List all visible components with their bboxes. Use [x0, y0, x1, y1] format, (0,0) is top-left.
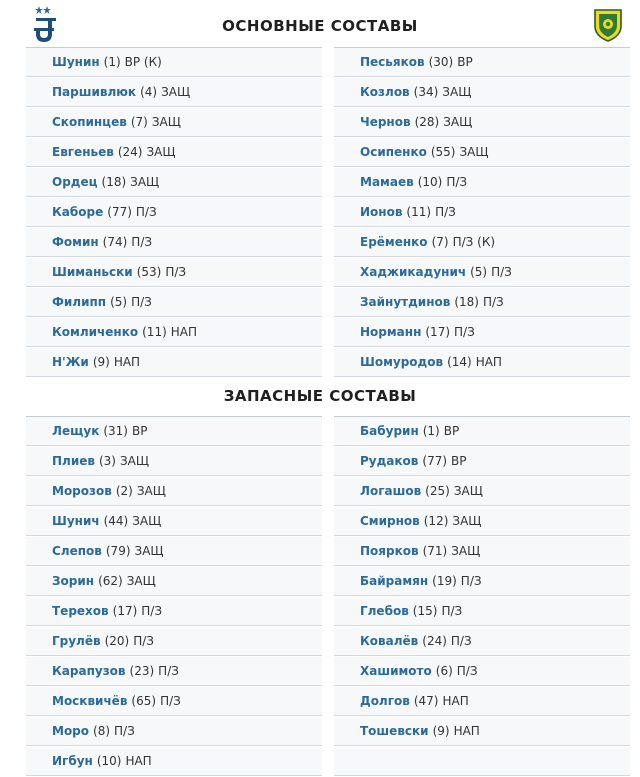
player-number: (3) — [98, 454, 116, 468]
player-number: (25) — [425, 484, 450, 498]
player-position: П/З — [165, 265, 187, 279]
player-name[interactable]: Долгов — [360, 694, 410, 708]
player-number: (11) — [406, 205, 432, 219]
player-position: ЗАЩ — [119, 454, 150, 468]
player-row — [26, 597, 322, 626]
player-row — [26, 567, 322, 596]
player-number: (2) — [115, 484, 133, 498]
player-number: (44) — [103, 514, 129, 528]
player-position: НАП — [125, 754, 152, 768]
player-name[interactable]: Паршивлюк — [52, 85, 137, 99]
empty-row — [334, 747, 630, 776]
player-position: ВР — [451, 454, 467, 468]
player-name[interactable]: Ковалёв — [360, 634, 419, 648]
player-number: (77) — [422, 454, 448, 468]
player-name[interactable]: Шунич — [52, 514, 100, 528]
player-row — [26, 318, 322, 347]
player-row — [26, 717, 322, 746]
player-position: П/З — [450, 634, 472, 648]
player-row — [334, 627, 630, 656]
player-position: П/З — [114, 724, 135, 738]
player-name[interactable]: Ионов — [360, 205, 403, 219]
player-number: (24) — [422, 634, 447, 648]
player-name[interactable]: Москвичёв — [52, 694, 128, 708]
player-row — [334, 138, 630, 167]
player-name[interactable]: Фомин — [52, 235, 99, 249]
player-row — [334, 447, 630, 476]
player-row — [334, 417, 630, 446]
player-name[interactable]: Карапузов — [52, 664, 126, 678]
player-number: (30) — [428, 55, 454, 69]
player-number: (23) — [129, 664, 155, 678]
player-row — [334, 258, 630, 287]
player-position: П/З — [441, 604, 463, 618]
player-number: (15) — [412, 604, 438, 618]
player-name[interactable]: Норманн — [360, 325, 422, 339]
player-row — [334, 687, 630, 716]
player-number: (18) — [101, 175, 127, 189]
player-position: ЗАЩ — [459, 145, 489, 159]
player-name[interactable]: Филипп — [52, 295, 107, 309]
player-row — [334, 657, 630, 686]
player-number: (5) — [110, 295, 128, 309]
player-row — [334, 108, 630, 137]
player-row — [26, 228, 322, 257]
player-name[interactable]: Каборе — [52, 205, 104, 219]
player-position: ЗАЩ — [151, 115, 181, 129]
player-name[interactable]: Рудаков — [360, 454, 419, 468]
player-number: (74) — [102, 235, 128, 249]
player-row — [26, 447, 322, 476]
player-row — [334, 537, 630, 566]
player-position: ЗАЩ — [161, 85, 191, 99]
player-name[interactable]: Ордец — [52, 175, 98, 189]
player-position: П/З — [482, 295, 504, 309]
player-name[interactable]: Осипенко — [360, 145, 427, 159]
player-position: П/З — [158, 664, 179, 678]
player-row — [26, 747, 322, 776]
player-row — [26, 78, 322, 107]
player-number: (77) — [107, 205, 132, 219]
player-position: П/З — [141, 604, 163, 618]
player-number: (47) — [413, 694, 439, 708]
player-position: ЗАЩ — [126, 574, 156, 588]
player-number: (31) — [103, 424, 128, 438]
player-position: П/З — [460, 574, 482, 588]
player-number: (5) — [470, 265, 488, 279]
player-name[interactable]: Н'Жи — [52, 355, 89, 369]
player-name[interactable]: Шиманьски — [52, 265, 133, 279]
player-name[interactable]: Терехов — [52, 604, 109, 618]
player-number: (1) — [103, 55, 121, 69]
player-position: П/З — [456, 664, 478, 678]
player-number: (8) — [93, 724, 111, 738]
player-name[interactable]: Ерёменко — [360, 235, 428, 249]
player-row — [26, 258, 322, 287]
player-position: П/З — [446, 175, 468, 189]
player-name[interactable]: Слепов — [52, 544, 102, 558]
player-name[interactable]: Игбун — [52, 754, 93, 768]
player-number: (24) — [117, 145, 143, 159]
player-name[interactable]: Мамаев — [360, 175, 414, 189]
player-row — [26, 288, 322, 317]
player-position: П/З — [160, 694, 181, 708]
starting-home-list — [26, 47, 322, 378]
player-position: П/З (К) — [452, 235, 496, 249]
player-position: ЗАЩ — [134, 544, 164, 558]
player-row — [334, 288, 630, 317]
player-number: (14) — [447, 355, 472, 369]
player-position: П/З — [131, 295, 152, 309]
player-position: НАП — [453, 724, 480, 738]
player-row — [334, 168, 630, 197]
player-row — [26, 348, 322, 377]
player-position: НАП — [475, 355, 502, 369]
player-name[interactable]: Грулёв — [52, 634, 101, 648]
player-number: (34) — [413, 85, 439, 99]
rostov-logo-icon — [592, 8, 624, 42]
player-position: ЗАЩ — [452, 514, 482, 528]
player-position: НАП — [170, 325, 198, 339]
player-position: ЗАЩ — [453, 484, 483, 498]
player-name[interactable]: Глебов — [360, 604, 409, 618]
player-row — [334, 48, 630, 77]
player-name[interactable]: Морозов — [52, 484, 112, 498]
player-position: ВР — [457, 55, 473, 69]
player-row — [334, 348, 630, 377]
player-name[interactable]: Зайнутдинов — [360, 295, 451, 309]
starting-lineups-title: ОСНОВНЫЕ СОСТАВЫ — [222, 17, 418, 35]
player-row — [26, 417, 322, 446]
substitutes-home-list — [26, 416, 322, 777]
player-position: ВР — [131, 424, 148, 438]
player-position: П/З — [135, 205, 157, 219]
starting-away-list — [334, 47, 630, 378]
player-position: П/З — [454, 325, 475, 339]
player-number: (28) — [414, 115, 440, 129]
player-number: (6) — [435, 664, 453, 678]
player-position: П/З — [435, 205, 456, 219]
player-position: НАП — [442, 694, 469, 708]
player-number: (4) — [140, 85, 158, 99]
player-name[interactable]: Козлов — [360, 85, 410, 99]
player-row — [26, 507, 322, 536]
player-row — [334, 507, 630, 536]
player-position: ЗАЩ — [136, 484, 166, 498]
player-number: (9) — [92, 355, 110, 369]
player-row — [26, 627, 322, 656]
player-name[interactable]: Байрамян — [360, 574, 429, 588]
player-number: (11) — [142, 325, 167, 339]
player-number: (1) — [422, 424, 440, 438]
player-row — [26, 477, 322, 506]
player-number: (9) — [432, 724, 450, 738]
player-row — [26, 687, 322, 716]
player-name[interactable]: Лещук — [52, 424, 100, 438]
player-position: ЗАЩ — [146, 145, 176, 159]
player-number: (65) — [131, 694, 157, 708]
player-number: (17) — [112, 604, 138, 618]
player-number: (55) — [430, 145, 456, 159]
player-position: ЗАЩ — [451, 544, 481, 558]
player-row — [26, 168, 322, 197]
player-number: (19) — [432, 574, 457, 588]
player-name[interactable]: Зорин — [52, 574, 95, 588]
player-name[interactable]: Хаджикадунич — [360, 265, 467, 279]
player-row — [334, 477, 630, 506]
player-number: (79) — [105, 544, 131, 558]
player-name[interactable]: Песьяков — [360, 55, 425, 69]
player-name[interactable]: Евгеньев — [52, 145, 114, 159]
player-number: (7) — [130, 115, 148, 129]
player-name[interactable]: Шунин — [52, 55, 100, 69]
player-position: ЗАЩ — [132, 514, 162, 528]
player-name[interactable]: Бабурин — [360, 424, 419, 438]
player-row — [334, 318, 630, 347]
substitutes-title: ЗАПАСНЫЕ СОСТАВЫ — [223, 387, 417, 405]
player-number: (62) — [98, 574, 123, 588]
player-row — [334, 567, 630, 596]
player-number: (53) — [136, 265, 162, 279]
player-number: (7) — [431, 235, 449, 249]
player-row — [26, 108, 322, 137]
player-name[interactable]: Скопинцев — [52, 115, 127, 129]
player-number: (17) — [425, 325, 451, 339]
player-row — [334, 717, 630, 746]
player-name[interactable]: Логашов — [360, 484, 422, 498]
player-name[interactable]: Тошевски — [360, 724, 429, 738]
player-row — [334, 78, 630, 107]
player-position: ВР (К) — [124, 55, 162, 69]
player-position: ЗАЩ — [442, 85, 472, 99]
player-position: П/З — [491, 265, 512, 279]
player-name[interactable]: Хашимото — [360, 664, 432, 678]
player-number: (10) — [417, 175, 443, 189]
player-number: (12) — [423, 514, 449, 528]
player-name[interactable]: Моро — [52, 724, 90, 738]
player-name[interactable]: Плиев — [52, 454, 95, 468]
player-number: (10) — [96, 754, 122, 768]
player-name[interactable]: Шомуродов — [360, 355, 444, 369]
player-number: (20) — [104, 634, 130, 648]
player-row — [26, 657, 322, 686]
player-position: ВР — [443, 424, 460, 438]
player-position: П/З — [133, 634, 154, 648]
player-name[interactable]: Чернов — [360, 115, 411, 129]
player-row — [26, 138, 322, 167]
player-row — [26, 198, 322, 227]
substitutes-away-list — [334, 416, 630, 777]
player-row — [334, 198, 630, 227]
player-position: ЗАЩ — [130, 175, 160, 189]
player-position: ЗАЩ — [443, 115, 473, 129]
player-row — [334, 228, 630, 257]
player-row — [26, 537, 322, 566]
lineup-header — [0, 0, 640, 50]
player-number: (18) — [454, 295, 479, 309]
player-name[interactable]: Комличенко — [52, 325, 139, 339]
player-position: НАП — [113, 355, 141, 369]
player-number: (71) — [422, 544, 448, 558]
player-row — [26, 48, 322, 77]
player-row — [334, 597, 630, 626]
player-position: П/З — [131, 235, 153, 249]
player-name[interactable]: Поярков — [360, 544, 419, 558]
player-name[interactable]: Смирнов — [360, 514, 420, 528]
